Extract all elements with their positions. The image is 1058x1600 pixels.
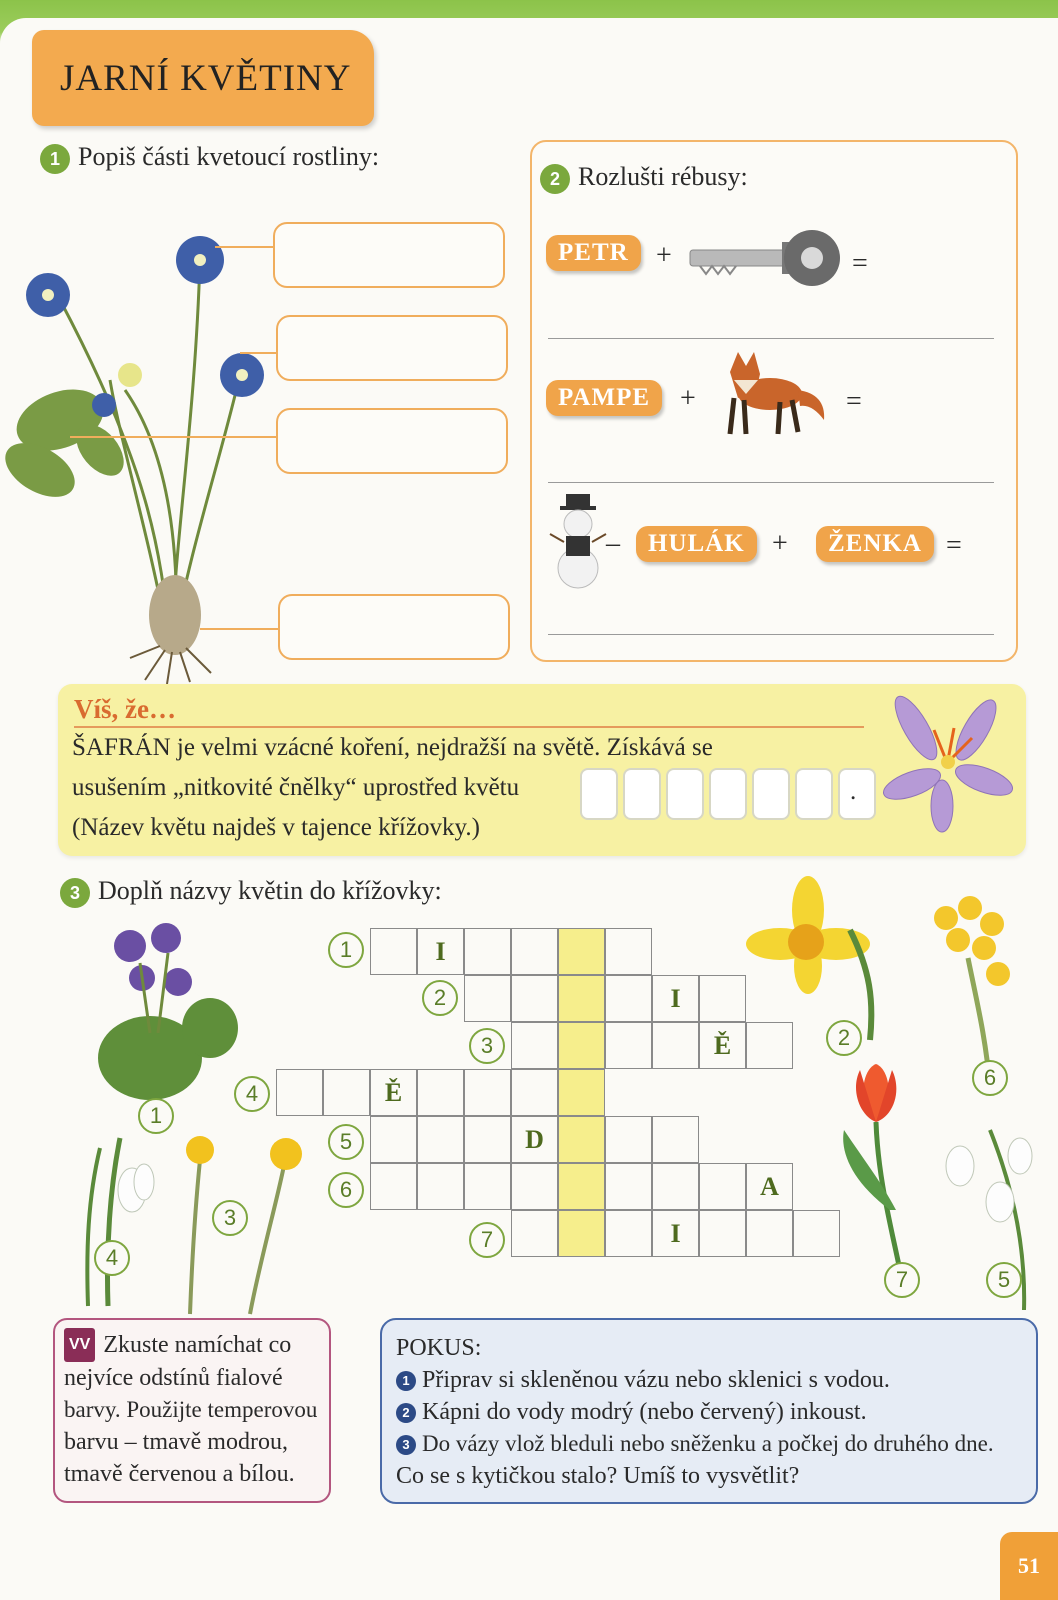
crossword-cell[interactable] bbox=[370, 1116, 417, 1163]
crossword-cell[interactable] bbox=[699, 975, 746, 1022]
fact-period: . bbox=[850, 778, 857, 805]
crossword-cell[interactable] bbox=[370, 928, 417, 975]
tajenka-box[interactable] bbox=[752, 768, 790, 820]
key-icon bbox=[690, 228, 840, 290]
step-1-bullet: 1 bbox=[396, 1371, 416, 1391]
step-3-bullet: 3 bbox=[396, 1435, 416, 1455]
crossword-cell[interactable] bbox=[699, 1163, 746, 1210]
task1-heading bbox=[40, 142, 379, 174]
task1-number: 1 bbox=[40, 144, 70, 174]
crossword-cell[interactable] bbox=[511, 1163, 558, 1210]
violet-illustration bbox=[80, 918, 240, 1118]
task3-heading bbox=[60, 876, 442, 908]
primrose-illustration bbox=[906, 888, 1026, 1088]
picture-label-1: 1 bbox=[138, 1098, 174, 1134]
art-activity-badge: VV bbox=[64, 1328, 95, 1362]
crossword-cell[interactable] bbox=[652, 1163, 699, 1210]
art-activity-text bbox=[64, 1328, 326, 1490]
crossword-cell[interactable] bbox=[464, 1163, 511, 1210]
crossword-cell[interactable]: A bbox=[746, 1163, 793, 1210]
crossword-cell[interactable] bbox=[746, 1210, 793, 1257]
crossword-cell[interactable] bbox=[323, 1069, 370, 1116]
art-line-5: tmavě červenou a bílou. bbox=[64, 1461, 295, 1487]
step-2-bullet: 2 bbox=[396, 1403, 416, 1423]
experiment-question: Co se s kytičkou stalo? Umíš to vysvětlit? bbox=[396, 1463, 800, 1489]
tulip-illustration bbox=[840, 1060, 940, 1280]
rebus3-plus: + bbox=[772, 528, 788, 559]
crossword-cell[interactable]: D bbox=[511, 1116, 558, 1163]
crocus-icon bbox=[876, 688, 1006, 838]
crossword-cell[interactable] bbox=[605, 1022, 652, 1069]
plant-part-box-4[interactable] bbox=[278, 594, 510, 660]
rebus3-minus: – bbox=[606, 528, 620, 559]
crossword-cell[interactable] bbox=[464, 928, 511, 975]
crossword-cell[interactable] bbox=[699, 1210, 746, 1257]
crossword-cell[interactable] bbox=[511, 1022, 558, 1069]
snowdrop-illustration bbox=[48, 1128, 158, 1308]
crossword-cell-tajenka[interactable] bbox=[558, 1069, 605, 1116]
picture-label-6: 6 bbox=[972, 1060, 1008, 1096]
picture-label-5: 5 bbox=[986, 1262, 1022, 1298]
crossword-cell[interactable] bbox=[276, 1069, 323, 1116]
page-title: JARNÍ KVĚTINY bbox=[32, 30, 374, 126]
crossword-cell-tajenka[interactable] bbox=[558, 1163, 605, 1210]
crossword-cell[interactable] bbox=[605, 1163, 652, 1210]
crossword-cell[interactable] bbox=[605, 1116, 652, 1163]
task2-number: 2 bbox=[540, 164, 570, 194]
step-3-text: Do vázy vlož bleduli nebo sněženku a počkej do druhého dne. bbox=[422, 1431, 994, 1456]
crossword-cell[interactable] bbox=[511, 1210, 558, 1257]
picture-label-7: 7 bbox=[884, 1262, 920, 1298]
did-you-know-title: Víš, že… bbox=[74, 694, 176, 724]
tajenka-box[interactable] bbox=[795, 768, 833, 820]
task1-text: Popiš části kvetoucí rostliny: bbox=[78, 142, 380, 171]
crossword-cell[interactable]: I bbox=[652, 1210, 699, 1257]
rebus1-equals: = bbox=[852, 248, 868, 279]
plant-part-box-3[interactable] bbox=[276, 408, 508, 474]
leader-line-3 bbox=[70, 436, 276, 438]
crossword-cell[interactable] bbox=[464, 975, 511, 1022]
crossword-cell[interactable] bbox=[511, 975, 558, 1022]
daffodil-illustration bbox=[750, 870, 890, 1040]
art-line-2: nejvíce odstínů fialové bbox=[64, 1365, 283, 1391]
crossword-cell[interactable] bbox=[793, 1210, 840, 1257]
rebus1-answer-line[interactable] bbox=[548, 338, 994, 339]
step-1-text: Připrav si skleněnou vázu nebo sklenici s vodou. bbox=[422, 1367, 890, 1393]
fact-line-1: ŠAFRÁN je velmi vzácné koření, nejdražší na světě. Získává se bbox=[72, 734, 713, 761]
crossword-cell[interactable] bbox=[605, 975, 652, 1022]
leader-line-1 bbox=[215, 246, 273, 248]
crossword-cell[interactable] bbox=[605, 1210, 652, 1257]
crossword-cell[interactable]: Ě bbox=[699, 1022, 746, 1069]
crossword-row-2-label: 2 bbox=[422, 980, 458, 1016]
crossword-cell[interactable] bbox=[417, 1163, 464, 1210]
hepatica-plant-illustration bbox=[0, 220, 290, 680]
snowflake-flower-illustration bbox=[930, 1120, 1040, 1310]
crossword-cell[interactable]: Ě bbox=[370, 1069, 417, 1116]
crossword-cell[interactable] bbox=[511, 1069, 558, 1116]
snowman-icon bbox=[548, 490, 608, 590]
rebus1-plus: + bbox=[656, 240, 672, 271]
rebus1-word: PETR bbox=[546, 235, 641, 271]
art-line-4: barvu – tmavě modrou, bbox=[64, 1429, 288, 1455]
rebus3-word1: HULÁK bbox=[636, 526, 757, 562]
fact-line-3: (Název květu najdeš v tajence křížovky.) bbox=[72, 814, 480, 841]
rebus3-equals: = bbox=[946, 530, 962, 561]
rebus2-word: PAMPE bbox=[546, 380, 662, 416]
fox-icon bbox=[710, 342, 830, 438]
task3-number: 3 bbox=[60, 878, 90, 908]
art-line-1: Zkuste namíchat co bbox=[103, 1332, 292, 1358]
crossword-row-3-label: 3 bbox=[469, 1028, 505, 1064]
task2-text: Rozlušti rébusy: bbox=[578, 162, 748, 191]
leader-line-2 bbox=[240, 352, 276, 354]
task3-text: Doplň názvy květin do křížovky: bbox=[98, 876, 442, 905]
tajenka-box[interactable] bbox=[838, 768, 876, 820]
picture-label-4: 4 bbox=[94, 1240, 130, 1276]
fact-line-2: usušením „nitkovité čnělky“ uprostřed květu bbox=[72, 774, 520, 801]
crossword-cell[interactable]: I bbox=[652, 975, 699, 1022]
crossword-cell-tajenka[interactable] bbox=[558, 1022, 605, 1069]
crossword-cell[interactable] bbox=[417, 1069, 464, 1116]
rebus2-answer-line[interactable] bbox=[548, 482, 994, 483]
crossword-cell-tajenka[interactable] bbox=[558, 1116, 605, 1163]
tajenka-letter-boxes bbox=[580, 768, 876, 820]
plant-part-box-2[interactable] bbox=[276, 315, 508, 381]
art-line-3: barvy. Použijte temperovou bbox=[64, 1397, 318, 1422]
crossword-cell[interactable] bbox=[464, 1069, 511, 1116]
picture-label-3: 3 bbox=[212, 1200, 248, 1236]
tajenka-box[interactable] bbox=[709, 768, 747, 820]
rebus2-equals: = bbox=[846, 386, 862, 417]
crossword-row-6-label: 6 bbox=[328, 1172, 364, 1208]
crossword-cell[interactable] bbox=[605, 928, 652, 975]
fact-divider bbox=[74, 726, 864, 728]
task2-heading bbox=[540, 162, 748, 194]
step-2-text: Kápni do vody modrý (nebo červený) inkoust. bbox=[422, 1399, 867, 1425]
rebus3-answer-line[interactable] bbox=[548, 634, 994, 635]
rebus3-word2: ŽENKA bbox=[816, 526, 934, 562]
crossword-row-1-label: 1 bbox=[328, 932, 364, 968]
crossword-cell[interactable] bbox=[652, 1116, 699, 1163]
crossword-cell-tajenka[interactable] bbox=[558, 928, 605, 975]
tajenka-box[interactable] bbox=[623, 768, 661, 820]
tajenka-box[interactable] bbox=[580, 768, 618, 820]
rebus2-plus: + bbox=[680, 383, 696, 414]
experiment-title: POKUS: bbox=[396, 1335, 482, 1361]
crossword-cell[interactable] bbox=[511, 928, 558, 975]
crossword-cell[interactable] bbox=[464, 1116, 511, 1163]
tajenka-box[interactable] bbox=[666, 768, 704, 820]
page-number: 51 bbox=[1000, 1532, 1058, 1600]
crossword-cell[interactable] bbox=[417, 1116, 464, 1163]
crossword-cell[interactable] bbox=[652, 1022, 699, 1069]
crossword-cell-tajenka[interactable] bbox=[558, 975, 605, 1022]
crossword-cell-tajenka[interactable] bbox=[558, 1210, 605, 1257]
crossword-row-4-label: 4 bbox=[234, 1076, 270, 1112]
plant-part-box-1[interactable] bbox=[273, 222, 505, 288]
crossword-cell[interactable]: I bbox=[417, 928, 464, 975]
crossword-row-5-label: 5 bbox=[328, 1124, 364, 1160]
leader-line-4 bbox=[200, 628, 278, 630]
crossword-row-7-label: 7 bbox=[469, 1222, 505, 1258]
picture-label-2: 2 bbox=[826, 1020, 862, 1056]
crossword-cell[interactable] bbox=[370, 1163, 417, 1210]
experiment-content bbox=[396, 1332, 1036, 1492]
